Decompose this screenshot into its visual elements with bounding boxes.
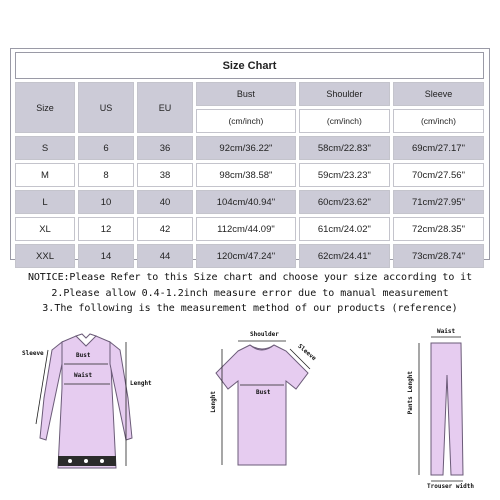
- pants-illustration: [395, 325, 495, 495]
- cell-size: S: [15, 136, 75, 160]
- pants-trouser-width-label: Trouser width: [427, 483, 474, 490]
- unit-sleeve: (cm/inch): [393, 109, 484, 133]
- header-size: Size: [15, 82, 75, 133]
- title-row: [15, 52, 484, 79]
- cell-sleeve: 71cm/27.95": [393, 190, 484, 214]
- header-row: [15, 82, 484, 106]
- cell-us: 12: [78, 217, 134, 241]
- size-chart-table: [12, 49, 487, 271]
- tshirt-length-label: Lenght: [210, 391, 217, 413]
- cell-shoulder: 60cm/23.62": [299, 190, 390, 214]
- table-row: [15, 163, 484, 187]
- pants-waist-label: Waist: [437, 328, 456, 335]
- cell-bust: 92cm/36.22": [196, 136, 296, 160]
- cell-bust: 120cm/47.24": [196, 244, 296, 268]
- tshirt-sleeve-label: Sleeve: [296, 342, 318, 363]
- cell-shoulder: 62cm/24.41": [299, 244, 390, 268]
- header-eu: EU: [137, 82, 193, 133]
- cell-bust: 112cm/44.09": [196, 217, 296, 241]
- tshirt-bust-label: Bust: [256, 389, 271, 396]
- cell-eu: 38: [137, 163, 193, 187]
- cell-sleeve: 73cm/28.74": [393, 244, 484, 268]
- cell-us: 14: [78, 244, 134, 268]
- notice-line-3: 3.The following is the measurement method of our products (reference): [42, 303, 458, 314]
- tshirt-illustration: [192, 325, 332, 490]
- cell-us: 6: [78, 136, 134, 160]
- dress-sleeve-label: Sleeve: [22, 350, 44, 357]
- cell-size: L: [15, 190, 75, 214]
- cell-bust: 104cm/40.94": [196, 190, 296, 214]
- table-row: [15, 136, 484, 160]
- cell-bust: 98cm/38.58": [196, 163, 296, 187]
- cell-eu: 42: [137, 217, 193, 241]
- cell-size: XXL: [15, 244, 75, 268]
- header-sleeve: Sleeve: [393, 82, 484, 106]
- tshirt-shoulder-label: Shoulder: [250, 331, 279, 338]
- unit-bust: (cm/inch): [196, 109, 296, 133]
- header-us: US: [78, 82, 134, 133]
- dress-length-label: Lenght: [130, 380, 152, 387]
- cell-size: XL: [15, 217, 75, 241]
- table-row: [15, 217, 484, 241]
- notice-line-1: NOTICE:Please Refer to this Size chart and choose your size according to it: [27, 272, 473, 283]
- cell-eu: 44: [137, 244, 193, 268]
- cell-size: M: [15, 163, 75, 187]
- cell-shoulder: 58cm/22.83": [299, 136, 390, 160]
- dress-bust-label: Bust: [76, 352, 91, 359]
- cell-us: 8: [78, 163, 134, 187]
- cell-shoulder: 59cm/23.23": [299, 163, 390, 187]
- notice-text: [0, 270, 500, 317]
- cell-eu: 40: [137, 190, 193, 214]
- unit-shoulder: (cm/inch): [299, 109, 390, 133]
- cell-eu: 36: [137, 136, 193, 160]
- header-bust: Bust: [196, 82, 296, 106]
- cell-us: 10: [78, 190, 134, 214]
- dress-waist-label: Waist: [74, 372, 93, 379]
- cell-shoulder: 61cm/24.02": [299, 217, 390, 241]
- table-row: [15, 244, 484, 268]
- cell-sleeve: 70cm/27.56": [393, 163, 484, 187]
- pants-length-label: Pants Lenght: [407, 371, 414, 415]
- cell-sleeve: 72cm/28.35": [393, 217, 484, 241]
- cell-sleeve: 69cm/27.17": [393, 136, 484, 160]
- dress-illustration: [14, 328, 164, 488]
- notice-line-2: 2.Please allow 0.4-1.2inch measure error due to manual measurement: [51, 287, 449, 299]
- chart-title: Size Chart: [15, 52, 484, 79]
- table-row: [15, 190, 484, 214]
- header-shoulder: Shoulder: [299, 82, 390, 106]
